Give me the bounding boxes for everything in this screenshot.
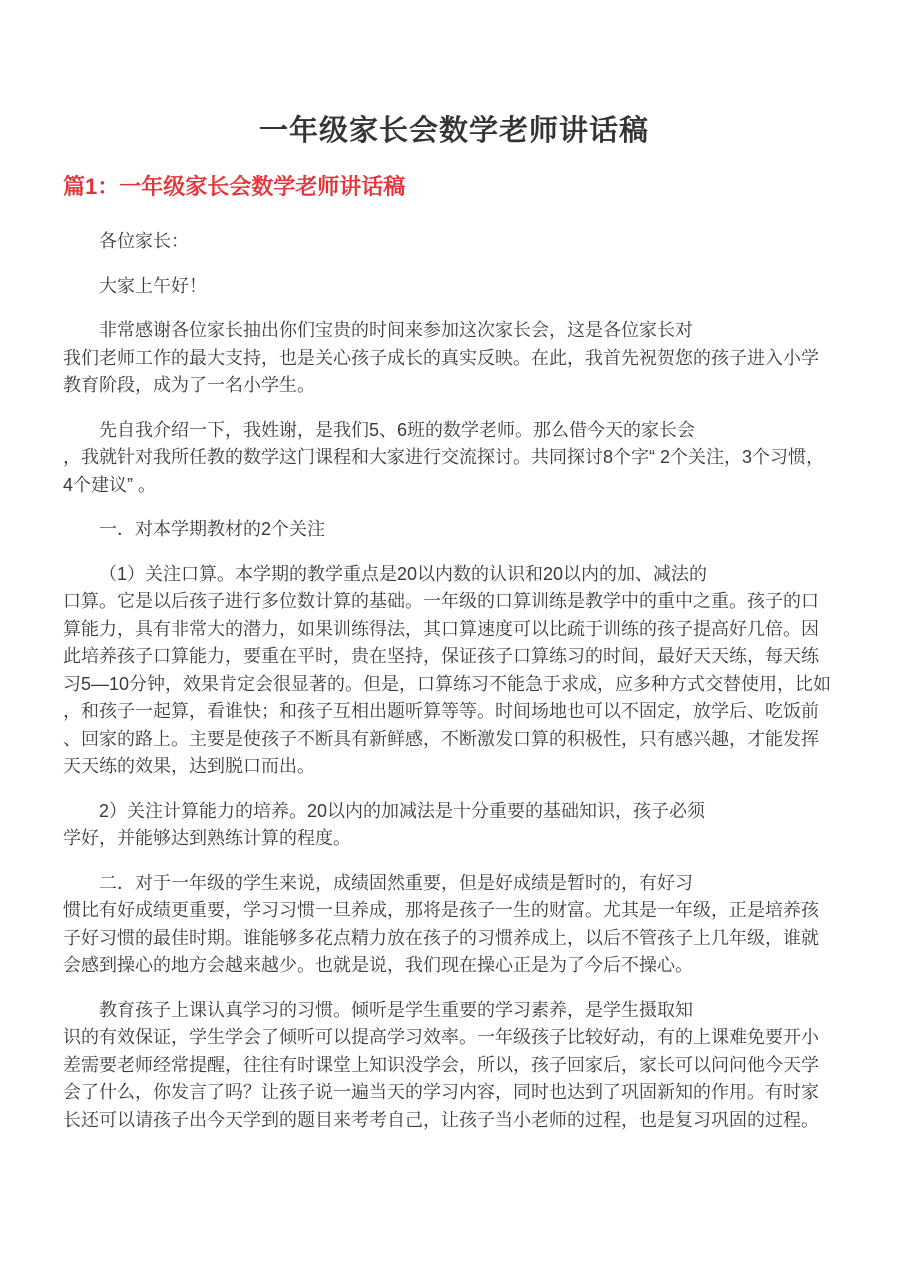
- document-title: 一年级家长会数学老师讲话稿: [258, 115, 649, 147]
- paragraphs-container: [63, 228, 845, 1134]
- paragraph-line: 算能力，具有非常大的潜力，如果训练得法，其口算速度可以比疏于训练的孩子提高好几倍。因: [63, 618, 819, 639]
- paragraph-line: 学好，并能够达到熟练计算的程度。: [63, 828, 351, 848]
- paragraph-line: 子好习惯的最佳时期。谁能够多花点精力放在孩子的习惯养成上，以后不管孩子上几年级，谁就: [63, 927, 819, 948]
- paragraph: [63, 798, 845, 853]
- paragraph: [63, 997, 845, 1135]
- paragraph-first-line: 大家上午好！: [99, 275, 207, 296]
- paragraph-first-line: 先自我介绍一下，我姓谢，是我们5、6班的数学老师。那么借今天的家长会: [99, 419, 696, 440]
- paragraph: [63, 228, 845, 256]
- paragraph-first-line: （1）关注口算。本学期的教学重点是20以内数的认识和20以内的加、减法的: [99, 563, 708, 584]
- paragraph-first-line: 一．对本学期教材的2个关注: [99, 519, 326, 539]
- paragraph-line: 会感到操心的地方会越来越少。也就是说，我们现在操心正是为了今后不操心。: [63, 955, 693, 975]
- paragraph-line: 此培养孩子口算能力，要重在平时，贵在坚持，保证孩子口算练习的时间，最好天天练，每天练: [63, 646, 819, 666]
- paragraph-line: 习5—10分钟，效果肯定会很显著的。但是，口算练习不能急于求成，应多种方式交替使用，比如: [63, 673, 832, 694]
- paragraph-line: ，我就针对我所任教的数学这门课程和大家进行交流探讨。共同探讨8个字“ 2个关注，3个习惯，: [63, 447, 825, 467]
- paragraph-first-line: 各位家长：: [99, 231, 189, 251]
- section-heading: 篇1：一年级家长会数学老师讲话稿: [63, 174, 406, 199]
- paragraph: [63, 516, 845, 544]
- paragraph-line: 口算。它是以后孩子进行多位数计算的基础。一年级的口算训练是教学中的重中之重。孩子的口: [63, 591, 819, 611]
- paragraph: [63, 870, 845, 980]
- paragraph: [63, 273, 845, 301]
- paragraph: [63, 561, 845, 781]
- paragraph-line: 天天练的效果，达到脱口而出。: [63, 756, 315, 776]
- paragraph-first-line: 非常感谢各位家长抽出你们宝贵的时间来参加这次家长会，这是各位家长对: [99, 320, 693, 340]
- paragraph-line: 识的有效保证，学生学会了倾听可以提高学习效率。一年级孩子比较好动，有的上课难免要开小: [63, 1027, 819, 1047]
- paragraph-line: 长还可以请孩子出今天学到的题目来考考自己，让孩子当小老师的过程，也是复习巩固的过程。: [63, 1109, 819, 1130]
- paragraph-line: 4个建议” 。: [63, 474, 157, 495]
- paragraph-first-line: 2）关注计算能力的培养。20以内的加减法是十分重要的基础知识，孩子必须: [99, 800, 706, 821]
- paragraph-line: 我们老师工作的最大支持，也是关心孩子成长的真实反映。在此，我首先祝贺您的孩子进入小学: [63, 347, 819, 368]
- paragraph: [63, 417, 845, 500]
- paragraph-line: ，和孩子一起算，看谁快；和孩子互相出题听算等等。时间场地也可以不固定，放学后、吃饭前: [63, 701, 819, 721]
- paragraph-first-line: 二．对于一年级的学生来说，成绩固然重要，但是好成绩是暂时的，有好习: [99, 872, 693, 893]
- paragraph-line: 、回家的路上。主要是使孩子不断具有新鲜感，不断激发口算的积极性，只有感兴趣，才能发挥: [63, 728, 819, 749]
- paragraph-line: 会了什么，你发言了吗？让孩子说一遍当天的学习内容，同时也达到了巩固新知的作用。有时家: [63, 1082, 819, 1102]
- paragraph-first-line: 教育孩子上课认真学习的习惯。倾听是学生重要的学习素养，是学生摄取知: [99, 999, 693, 1020]
- paragraph-line: 差需要老师经常提醒，往往有时课堂上知识没学会，所以，孩子回家后，家长可以问问他今天学: [63, 1054, 819, 1075]
- paragraph-line: 教育阶段，成为了一名小学生。: [63, 375, 315, 395]
- paragraph-line: 惯比有好成绩更重要，学习习惯一旦养成，那将是孩子一生的财富。尤其是一年级，正是培养孩: [63, 900, 819, 920]
- paragraph: [63, 317, 845, 400]
